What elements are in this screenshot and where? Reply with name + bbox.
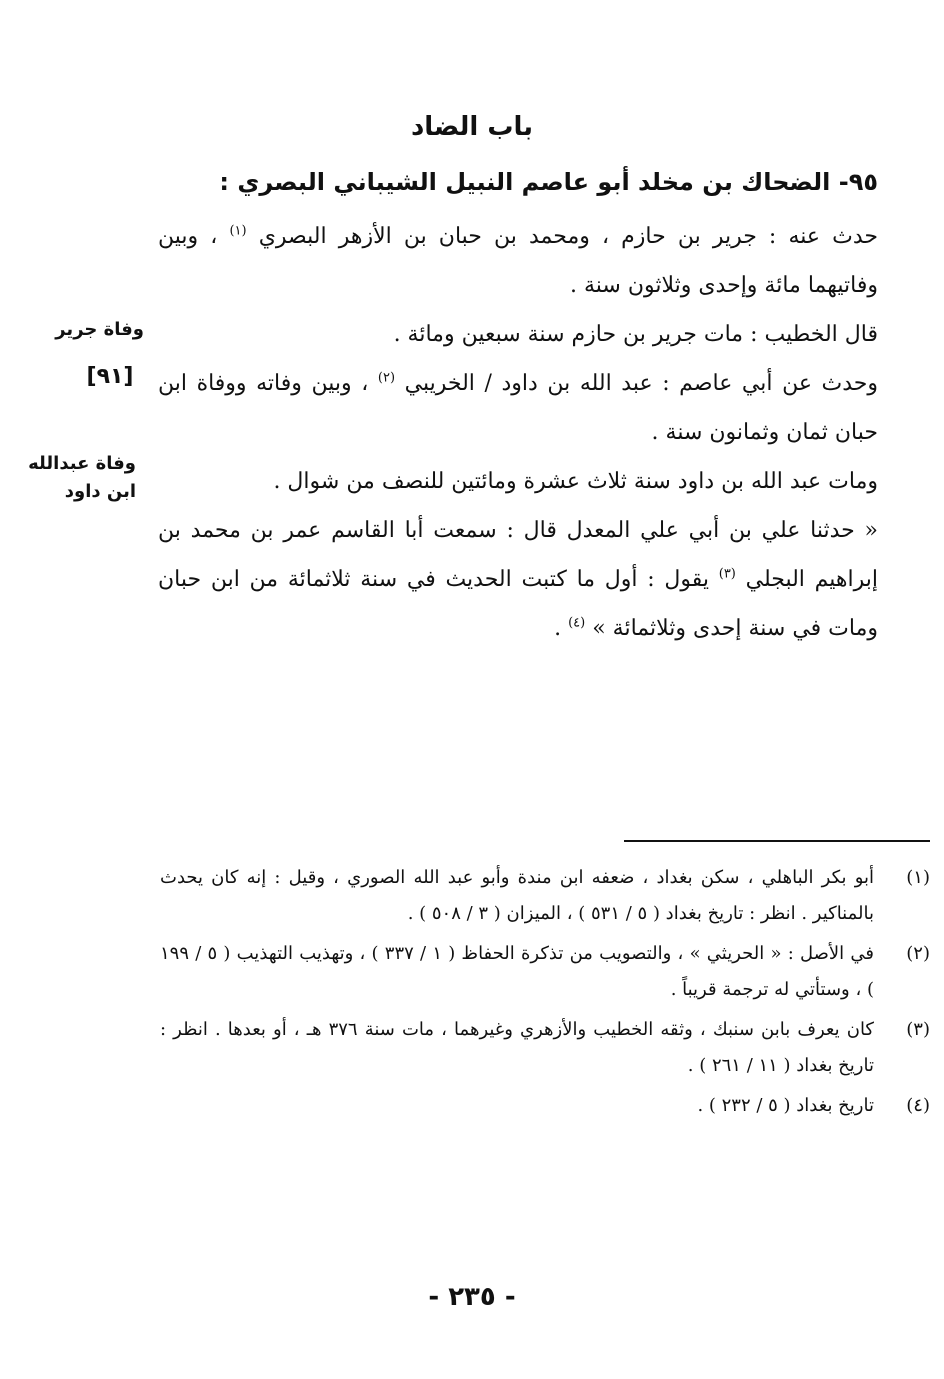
margin-note-death-abdullah: وفاة عبدالله ابن داود	[28, 453, 136, 502]
footnote-3	[160, 1012, 930, 1084]
footnote-4	[160, 1088, 930, 1124]
footnote-mark-3: (٣)	[718, 566, 736, 582]
paragraph-1	[158, 212, 878, 310]
entry-heading: ٩٥- الضحاك بن مخلد أبو عاصم النبيل الشيباني البصري :	[219, 168, 878, 196]
footnote-1	[160, 860, 930, 932]
paragraph-1-after: ، وبين وفاتيهما مائة وإحدى وثلاثون سنة .	[158, 224, 878, 298]
footnote-number: (٣)	[906, 1019, 930, 1040]
footnotes	[160, 860, 930, 1128]
paragraph-1-text: حدث عنه : جرير بن حازم ، ومحمد بن حبان بن الأزهر البصري	[258, 224, 878, 249]
paragraph-3-text: وحدث عن أبي عاصم : عبد الله بن داود / الخريبي	[404, 371, 879, 396]
original-page-reference: [٩١]	[86, 364, 134, 389]
paragraph-3	[158, 359, 878, 457]
page-number: - ٢٣٥ -	[428, 1282, 516, 1312]
paragraph-5-after: يقول : أول ما كتبت الحديث في سنة ثلاثمائة من ابن حبان ومات في سنة إحدى وثلاثمائة »	[158, 567, 878, 641]
paragraph-5-text: « حدثنا علي بن أبي علي المعدل قال : سمعت أبا القاسم عمر بن محمد بن إبراهيم البجلي	[158, 518, 879, 592]
paragraph-4	[158, 457, 878, 506]
paragraph-2-text: قال الخطيب : مات جرير بن حازم سنة سبعين ومائة .	[393, 322, 878, 347]
footnote-mark-4: (٤)	[568, 615, 586, 631]
paragraph-2	[158, 310, 878, 359]
paragraph-5-after2: .	[554, 616, 569, 641]
paragraph-5	[158, 506, 878, 653]
footnote-text: في الأصل : « الحريثي » ، والتصويب من تذكرة الحفاظ ( ١ / ٣٣٧ ) ، وتهذيب التهذيب ( ٥ / ١٩٩ ) ، وستأتي له ترجمة قريباً .	[160, 943, 874, 1000]
entry-body	[158, 212, 878, 653]
footnote-text: تاريخ بغداد ( ٥ / ٢٣٢ ) .	[697, 1095, 874, 1116]
footnote-number: (٢)	[906, 943, 930, 964]
footnote-number: (١)	[906, 867, 930, 888]
paragraph-3-after: ، وبين وفاته ووفاة ابن حبان ثمان وثمانون سنة .	[158, 371, 878, 445]
paragraph-4-text: ومات عبد الله بن داود سنة ثلاث عشرة ومائتين للنصف من شوال .	[273, 469, 878, 494]
footnote-number: (٤)	[906, 1095, 930, 1116]
footnote-separator	[624, 840, 930, 842]
footnote-2	[160, 936, 930, 1008]
chapter-title: باب الضاد	[410, 112, 534, 142]
footnote-mark-2: (٢)	[377, 370, 396, 386]
footnote-text: أبو بكر الباهلي ، سكن بغداد ، ضعفه ابن مندة وأبو عبد الله الصوري ، وقيل : إنه كان يحدث بالمناكير . انظر : تاريخ بغداد ( ٥ / ٥٣١ ) ، الميزان ( ٣ / ٥٠٨ ) .	[160, 867, 874, 924]
margin-note-death-jarir: وفاة جرير	[55, 319, 144, 340]
footnote-text: كان يعرف بابن سنبك ، وثقه الخطيب والأزهري وغيرهما ، مات سنة ٣٧٦ هـ ، أو بعدها . انظر : تاريخ بغداد ( ١١ / ٢٦١ ) .	[160, 1019, 875, 1076]
footnote-mark-1: (١)	[229, 223, 247, 239]
